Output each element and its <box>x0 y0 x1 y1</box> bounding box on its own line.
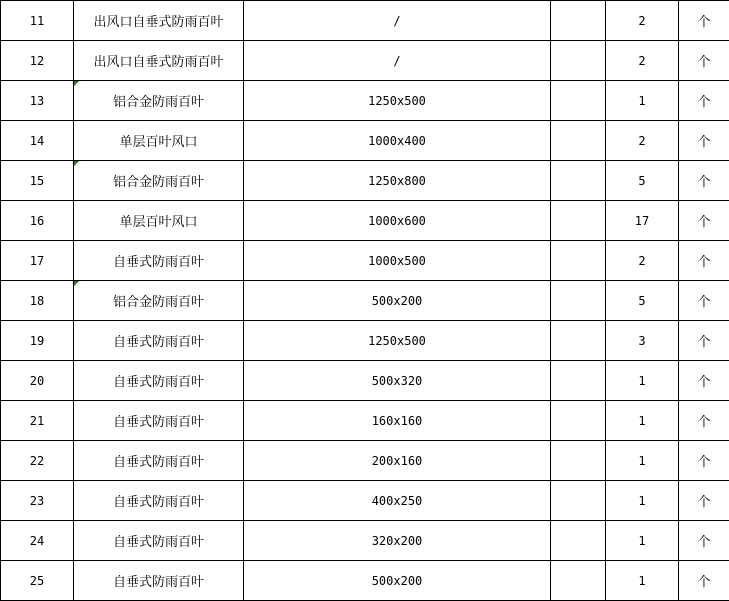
cell-unit[interactable]: 个 <box>679 41 729 81</box>
cell-unit[interactable]: 个 <box>679 401 729 441</box>
cell-quantity[interactable]: 1 <box>606 561 679 601</box>
cell-specification[interactable]: 1250x500 <box>244 81 551 121</box>
cell-item-name[interactable]: 出风口自垂式防雨百叶 <box>74 41 244 81</box>
cell-blank[interactable] <box>551 161 606 201</box>
cell-specification[interactable]: 1250x800 <box>244 161 551 201</box>
cell-flag-icon <box>74 161 79 166</box>
cell-unit[interactable]: 个 <box>679 481 729 521</box>
table-body <box>1 1 729 601</box>
cell-specification[interactable]: 1000x600 <box>244 201 551 241</box>
cell-blank[interactable] <box>551 401 606 441</box>
cell-quantity[interactable]: 1 <box>606 81 679 121</box>
table-row <box>1 161 729 201</box>
table-row <box>1 481 729 521</box>
cell-specification[interactable]: 1000x400 <box>244 121 551 161</box>
cell-specification[interactable]: 1000x500 <box>244 241 551 281</box>
table-row <box>1 121 729 161</box>
cell-unit[interactable]: 个 <box>679 441 729 481</box>
cell-row-number[interactable]: 22 <box>1 441 74 481</box>
cell-unit[interactable]: 个 <box>679 121 729 161</box>
cell-unit[interactable]: 个 <box>679 241 729 281</box>
cell-specification[interactable]: 160x160 <box>244 401 551 441</box>
table-row <box>1 401 729 441</box>
cell-blank[interactable] <box>551 441 606 481</box>
cell-unit[interactable]: 个 <box>679 321 729 361</box>
cell-specification[interactable]: / <box>244 1 551 41</box>
cell-row-number[interactable]: 24 <box>1 521 74 561</box>
cell-row-number[interactable]: 21 <box>1 401 74 441</box>
cell-row-number[interactable]: 23 <box>1 481 74 521</box>
table-row <box>1 1 729 41</box>
cell-quantity[interactable]: 5 <box>606 161 679 201</box>
cell-blank[interactable] <box>551 561 606 601</box>
table-row <box>1 241 729 281</box>
cell-row-number[interactable]: 25 <box>1 561 74 601</box>
cell-quantity[interactable]: 5 <box>606 281 679 321</box>
cell-unit[interactable]: 个 <box>679 161 729 201</box>
cell-item-name[interactable]: 单层百叶风口 <box>74 201 244 241</box>
cell-item-name[interactable]: 自垂式防雨百叶 <box>74 521 244 561</box>
table-row <box>1 441 729 481</box>
cell-row-number[interactable]: 14 <box>1 121 74 161</box>
cell-blank[interactable] <box>551 41 606 81</box>
cell-specification[interactable]: 320x200 <box>244 521 551 561</box>
cell-row-number[interactable]: 18 <box>1 281 74 321</box>
cell-blank[interactable] <box>551 201 606 241</box>
cell-item-name[interactable]: 单层百叶风口 <box>74 121 244 161</box>
cell-specification[interactable]: 1250x500 <box>244 321 551 361</box>
table-row <box>1 201 729 241</box>
cell-item-name[interactable]: 自垂式防雨百叶 <box>74 321 244 361</box>
cell-quantity[interactable]: 3 <box>606 321 679 361</box>
cell-blank[interactable] <box>551 481 606 521</box>
cell-quantity[interactable]: 1 <box>606 441 679 481</box>
cell-row-number[interactable]: 19 <box>1 321 74 361</box>
table-row <box>1 521 729 561</box>
table-row <box>1 81 729 121</box>
cell-quantity[interactable]: 2 <box>606 1 679 41</box>
cell-flag-icon <box>74 81 79 86</box>
cell-row-number[interactable]: 16 <box>1 201 74 241</box>
cell-quantity[interactable]: 2 <box>606 241 679 281</box>
table-row <box>1 281 729 321</box>
cell-row-number[interactable]: 20 <box>1 361 74 401</box>
cell-blank[interactable] <box>551 241 606 281</box>
cell-item-name[interactable]: 出风口自垂式防雨百叶 <box>74 1 244 41</box>
cell-specification[interactable]: 500x200 <box>244 281 551 321</box>
cell-quantity[interactable]: 1 <box>606 361 679 401</box>
cell-item-name[interactable]: 自垂式防雨百叶 <box>74 441 244 481</box>
cell-quantity[interactable]: 2 <box>606 121 679 161</box>
cell-unit[interactable]: 个 <box>679 81 729 121</box>
table-row <box>1 361 729 401</box>
cell-specification[interactable]: 500x320 <box>244 361 551 401</box>
cell-flag-icon <box>74 281 79 286</box>
cell-row-number[interactable]: 17 <box>1 241 74 281</box>
cell-blank[interactable] <box>551 521 606 561</box>
cell-quantity[interactable]: 17 <box>606 201 679 241</box>
cell-item-name[interactable]: 铝合金防雨百叶 <box>74 161 244 201</box>
cell-row-number[interactable]: 13 <box>1 81 74 121</box>
cell-row-number[interactable]: 11 <box>1 1 74 41</box>
cell-quantity[interactable]: 1 <box>606 481 679 521</box>
table-row <box>1 41 729 81</box>
cell-blank[interactable] <box>551 1 606 41</box>
cell-row-number[interactable]: 15 <box>1 161 74 201</box>
cell-blank[interactable] <box>551 81 606 121</box>
cell-specification[interactable]: / <box>244 41 551 81</box>
cell-unit[interactable]: 个 <box>679 281 729 321</box>
cell-item-name[interactable]: 自垂式防雨百叶 <box>74 361 244 401</box>
table-row <box>1 321 729 361</box>
cell-unit[interactable]: 个 <box>679 1 729 41</box>
cell-unit[interactable]: 个 <box>679 561 729 601</box>
cell-unit[interactable]: 个 <box>679 361 729 401</box>
cell-blank[interactable] <box>551 281 606 321</box>
cell-unit[interactable]: 个 <box>679 521 729 561</box>
cell-quantity[interactable]: 1 <box>606 401 679 441</box>
cell-specification[interactable]: 400x250 <box>244 481 551 521</box>
cell-row-number[interactable]: 12 <box>1 41 74 81</box>
cell-item-name[interactable]: 铝合金防雨百叶 <box>74 281 244 321</box>
cell-item-name[interactable]: 自垂式防雨百叶 <box>74 481 244 521</box>
cell-blank[interactable] <box>551 321 606 361</box>
cell-blank[interactable] <box>551 121 606 161</box>
cell-specification[interactable]: 500x200 <box>244 561 551 601</box>
cell-item-name[interactable]: 自垂式防雨百叶 <box>74 561 244 601</box>
cell-unit[interactable]: 个 <box>679 201 729 241</box>
cell-quantity[interactable]: 1 <box>606 521 679 561</box>
table-row <box>1 561 729 601</box>
cell-blank[interactable] <box>551 361 606 401</box>
cell-item-name[interactable]: 铝合金防雨百叶 <box>74 81 244 121</box>
cell-item-name[interactable]: 自垂式防雨百叶 <box>74 401 244 441</box>
cell-quantity[interactable]: 2 <box>606 41 679 81</box>
cell-specification[interactable]: 200x160 <box>244 441 551 481</box>
cell-item-name[interactable]: 自垂式防雨百叶 <box>74 241 244 281</box>
